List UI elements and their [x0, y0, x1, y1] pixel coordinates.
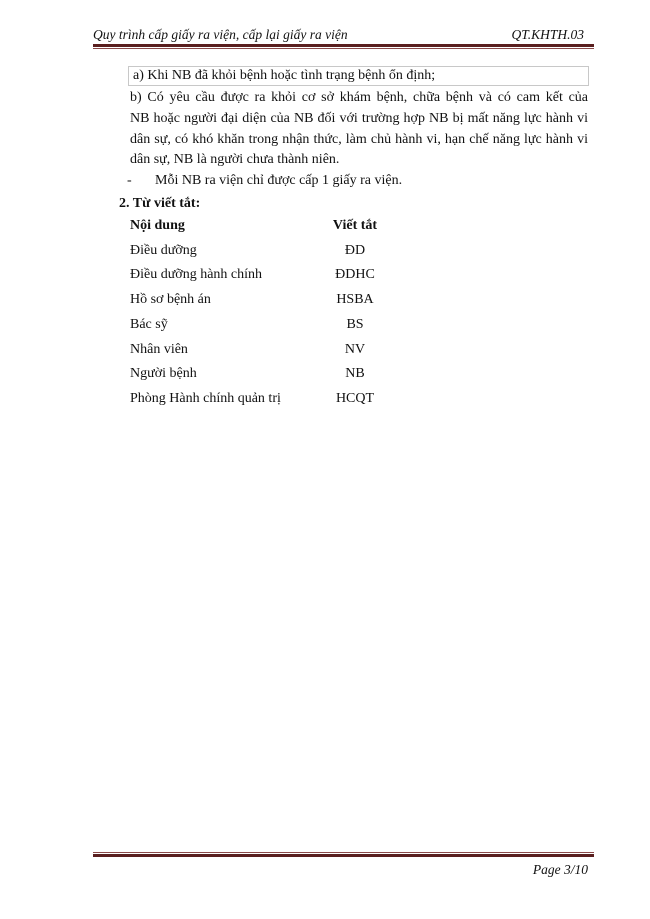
document-code: QT.KHTH.03 — [511, 27, 584, 42]
row-content: Nhân viên — [130, 342, 188, 357]
table-row — [130, 342, 430, 362]
document-title: Quy trình cấp giấy ra viện, cấp lại giấy ra viện — [93, 27, 348, 42]
table-header-row — [130, 218, 430, 238]
table-row — [130, 391, 430, 411]
row-abbreviation: NV — [344, 342, 366, 357]
row-content: Phòng Hành chính quản trị — [130, 391, 281, 406]
section-heading: 2. Từ viết tắt: — [119, 196, 201, 211]
table-row — [130, 366, 430, 386]
table-row — [130, 317, 430, 337]
item-b-line-1: b) Có yêu cầu được ra khỏi cơ sở khám bệnh, chữa bệnh và có cam kết của — [130, 90, 588, 105]
footer-rule-thin — [93, 852, 594, 853]
header-rule-thick — [93, 44, 594, 47]
column-header-abbreviation: Viết tắt — [332, 218, 378, 233]
item-a-text: a) Khi NB đã khỏi bệnh hoặc tình trạng bệnh ổn định; — [133, 68, 436, 83]
page-number: Page 3/10 — [532, 862, 588, 877]
table-row — [130, 267, 430, 287]
row-abbreviation: NB — [345, 366, 365, 381]
bullet-text: Mỗi NB ra viện chỉ được cấp 1 giấy ra viện. — [155, 173, 403, 188]
table-row — [130, 243, 430, 263]
row-content: Điều dưỡng hành chính — [130, 267, 263, 282]
row-content: Điều dưỡng — [130, 243, 197, 258]
row-abbreviation: ĐDHC — [335, 267, 375, 282]
item-b-line-2: NB hoặc người đại diện của NB đối với trường hợp NB bị mất năng lực hành vi — [130, 111, 588, 126]
row-content: Bác sỹ — [130, 317, 168, 332]
bullet-dash: - — [127, 173, 132, 188]
item-b-line-4: dân sự, NB là người chưa thành niên. — [130, 152, 340, 167]
page-header — [93, 27, 588, 43]
header-rule-thin — [93, 48, 594, 49]
footer-rule-thick — [93, 854, 594, 857]
row-abbreviation: HSBA — [336, 292, 374, 307]
row-abbreviation: HCQT — [335, 391, 375, 406]
table-row — [130, 292, 430, 312]
column-header-content: Nội dung — [130, 218, 185, 233]
row-content: Người bệnh — [130, 366, 197, 381]
row-abbreviation: ĐD — [344, 243, 366, 258]
row-abbreviation: BS — [346, 317, 364, 332]
row-content: Hồ sơ bệnh án — [130, 292, 211, 307]
item-b-line-3: dân sự, có khó khăn trong nhận thức, làm chủ hành vi, hạn chế năng lực hành vi — [130, 132, 588, 147]
